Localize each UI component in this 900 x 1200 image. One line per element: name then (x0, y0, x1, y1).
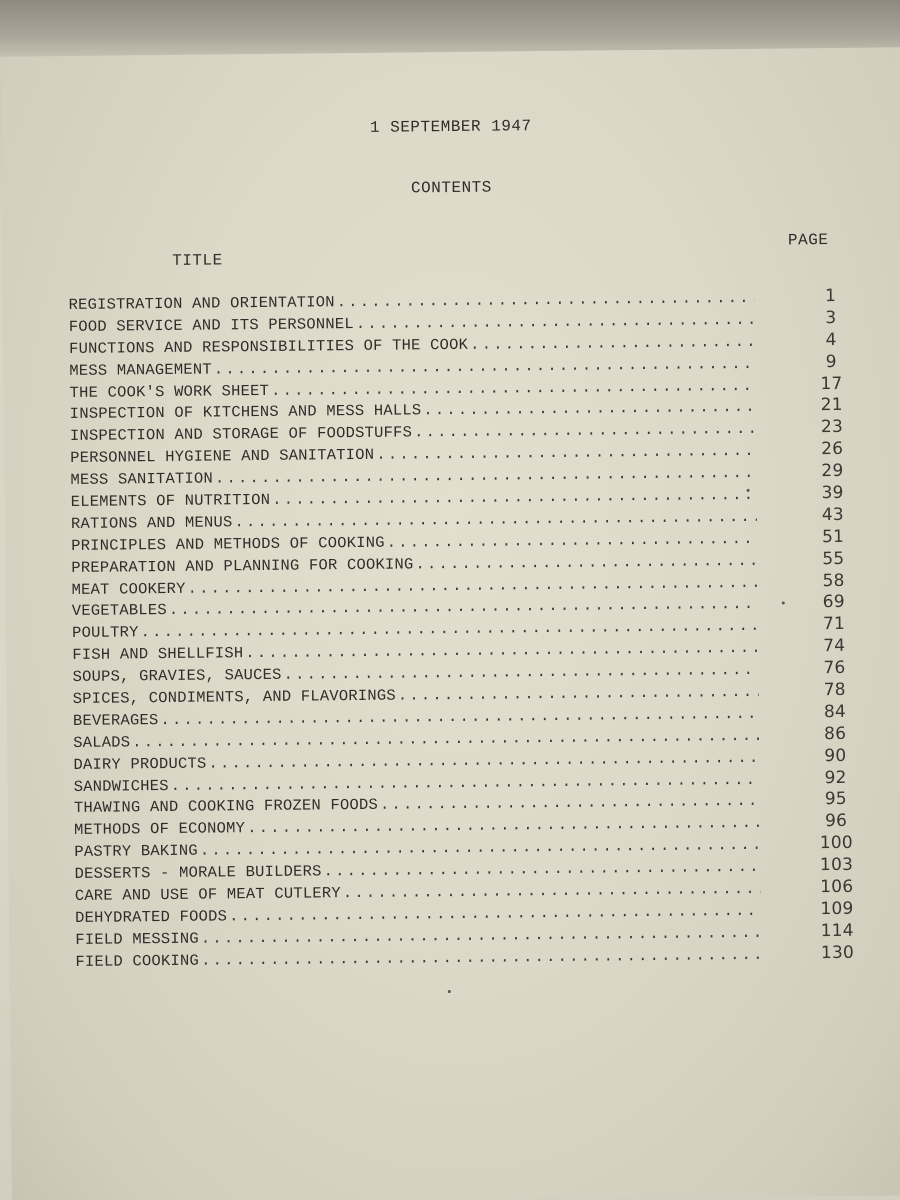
dot-leader (283, 661, 758, 684)
toc-entry-title: ELEMENTS OF NUTRITION (70, 490, 271, 512)
toc-entry-title: MESS SANITATION (70, 469, 214, 490)
toc-entry-page-number: 96 (824, 811, 848, 832)
dot-leader (380, 792, 760, 814)
toc-entry-page-number: 43 (821, 504, 844, 526)
paper-speck (782, 602, 785, 605)
toc-entry-page-number: 103 (819, 854, 854, 876)
dot-leader (201, 946, 762, 970)
toc-entry-page-number: 69 (822, 592, 845, 613)
dot-leader (343, 880, 761, 902)
toc-entry-page-number: 4 (825, 329, 837, 350)
toc-entry-title: SOUPS, GRAVIES, SAUCES (72, 665, 282, 687)
toc-entry-title: MEAT COOKERY (71, 579, 186, 599)
toc-entry-title: MESS MANAGEMENT (69, 360, 212, 380)
document-page (0, 47, 900, 1200)
toc-entry-page-number: 3 (825, 307, 837, 328)
toc-entry-title: SANDWICHES (73, 776, 169, 796)
toc-entry-page-number: 39 (821, 482, 844, 504)
toc-entry-page-number: 109 (820, 898, 854, 920)
toc-entry-title: PREPARATION AND PLANNING FOR COOKING (71, 555, 414, 577)
dot-leader (356, 311, 755, 333)
toc-entry-title: PRINCIPLES AND METHODS OF COOKING (71, 533, 385, 555)
toc-entry-title: REGISTRATION AND ORIENTATION (68, 293, 335, 315)
toc-entry-page-number: 84 (823, 701, 847, 723)
dot-leader (324, 858, 761, 881)
toc-entry-title: PERSONNEL HYGIENE AND SANITATION (70, 446, 375, 468)
toc-entry-page-number: 58 (822, 570, 845, 591)
toc-entry-page-number: 76 (823, 658, 846, 679)
toc-entry-title: FISH AND SHELLFISH (72, 644, 244, 665)
toc-entry-page-number: 95 (824, 789, 847, 810)
dot-leader (271, 376, 756, 399)
toc-entry-title: BEVERAGES (72, 711, 159, 730)
toc-entry-page-number: 71 (822, 614, 846, 635)
toc-entry-page-number: 86 (824, 723, 847, 744)
toc-entry-page-number: 17 (820, 373, 843, 394)
toc-entry-page-number: 92 (824, 767, 847, 788)
title-column-header: TITLE (172, 251, 223, 270)
toc-entry-page-number: 100 (819, 833, 853, 854)
toc-entry-page-number: 130 (820, 942, 855, 963)
table-of-contents (69, 286, 856, 973)
toc-entry-title: INSPECTION AND STORAGE OF FOODSTUFFS (69, 423, 413, 446)
toc-entry-page-number: 74 (823, 636, 846, 657)
toc-entry-title: RATIONS AND MENUS (70, 513, 233, 533)
dot-leader (387, 530, 758, 552)
paper-speck (448, 990, 451, 993)
toc-entry-page-number: 21 (820, 395, 843, 416)
dot-leader (376, 442, 756, 464)
toc-entry-title: DESSERTS - MORALE BUILDERS (74, 862, 322, 884)
toc-entry-page-number: 55 (822, 548, 845, 569)
toc-entry-page-number: 90 (824, 745, 847, 766)
toc-entry-page-number: 51 (821, 526, 845, 547)
dot-leader (398, 683, 759, 705)
toc-entry-page-number: 114 (820, 920, 854, 941)
toc-entry-page-number: 29 (821, 461, 844, 482)
toc-entry-page-number: 23 (820, 417, 844, 438)
toc-entry-title: PASTRY BAKING (74, 841, 198, 862)
toc-entry-page-number: 26 (821, 439, 844, 460)
toc-entry-page-number: 9 (825, 351, 837, 372)
toc-entry-title: FOOD SERVICE AND ITS PERSONNEL (68, 314, 354, 336)
paper-speck (747, 489, 750, 492)
toc-entry-title: POULTRY (71, 623, 139, 643)
dot-leader (423, 398, 756, 419)
toc-entry-title: DEHYDRATED FOODS (74, 907, 228, 927)
toc-entry-title: METHODS OF ECONOMY (74, 819, 246, 840)
contents-heading: CONTENTS (410, 178, 492, 198)
toc-entry-page-number: 78 (823, 679, 846, 701)
toc-entry-title: VEGETABLES (71, 601, 167, 621)
toc-entry-title: SALADS (73, 733, 131, 752)
toc-entry-page-number: 1 (824, 285, 837, 307)
dot-leader (415, 551, 757, 573)
document-date: 1 SEPTEMBER 1947 (369, 117, 532, 137)
toc-entry-title: CARE AND USE OF MEAT CUTLERY (74, 884, 341, 906)
toc-entry-title: INSPECTION OF KITCHENS AND MESS HALLS (69, 401, 422, 424)
toc-entry-title: FIELD COOKING (75, 951, 200, 971)
dot-leader (272, 486, 757, 509)
toc-entry-title: FIELD MESSING (75, 929, 199, 949)
toc-entry-title: SPICES, CONDIMENTS, AND FLAVORINGS (72, 686, 396, 709)
toc-entry-title: THAWING AND COOKING FROZEN FOODS (73, 796, 379, 818)
dot-leader (470, 333, 755, 354)
toc-entry-title: THE COOK'S WORK SHEET (69, 381, 270, 402)
dot-leader (414, 420, 756, 442)
toc-entry-title: DAIRY PRODUCTS (73, 754, 207, 774)
toc-entry-page-number: 106 (820, 876, 854, 898)
toc-entry-title: FUNCTIONS AND RESPONSIBILITIES OF THE COOK (68, 335, 469, 358)
page-column-header: PAGE (787, 231, 829, 250)
dot-leader (337, 289, 755, 311)
